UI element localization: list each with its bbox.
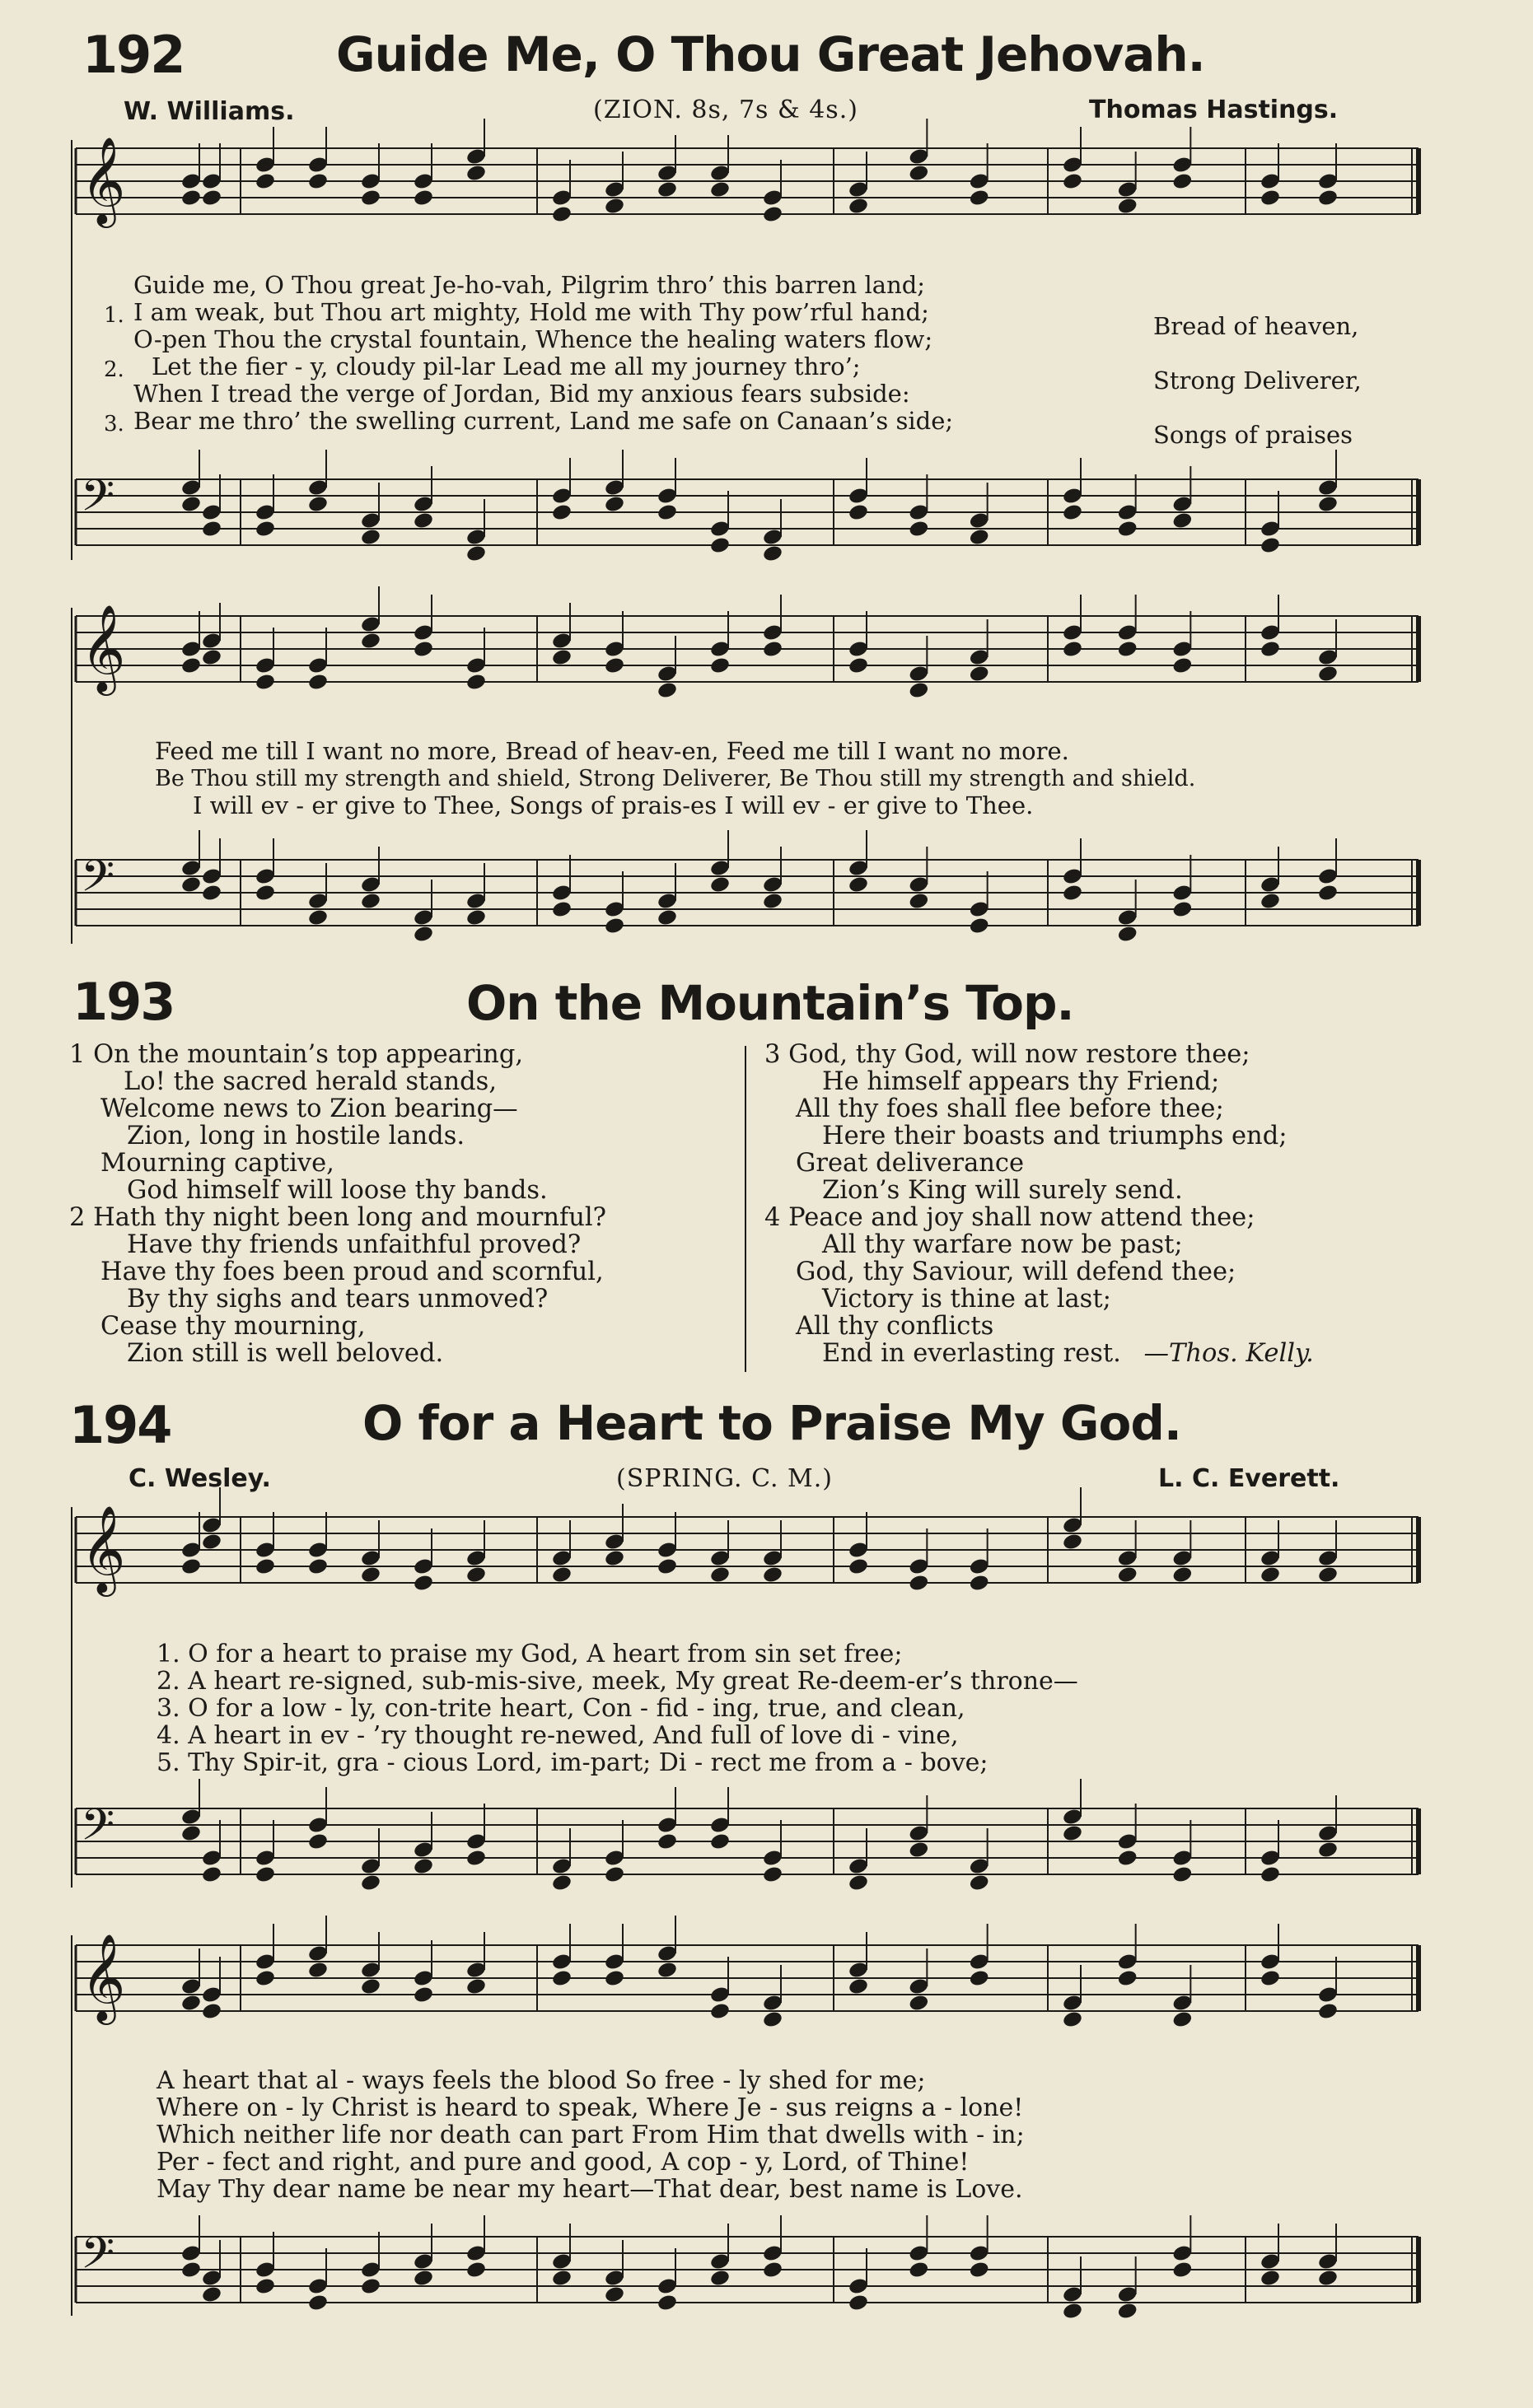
note-head	[551, 900, 573, 919]
note-head	[255, 2277, 276, 2296]
author-credit: W. Williams.	[124, 97, 295, 126]
poem-line: Great deliverance	[796, 1149, 1025, 1178]
note-head	[709, 2002, 731, 2021]
note-head	[908, 520, 929, 539]
note-head	[360, 1977, 381, 1996]
note-head	[1171, 2261, 1193, 2280]
note-head	[1062, 2010, 1083, 2029]
verse-number: 2.	[104, 357, 124, 382]
verse-number: 3.	[104, 412, 124, 436]
note-head	[413, 1574, 434, 1593]
note-head	[1171, 656, 1193, 675]
note-head	[709, 2269, 731, 2288]
note-head	[413, 189, 434, 208]
lyric-line: Strong Deliverer,	[1153, 366, 1362, 394]
lyrics-block	[157, 1640, 1078, 1776]
note-head	[762, 2010, 783, 2029]
poem-line: Cease thy mourning,	[100, 1312, 366, 1341]
poem-line: Mourning captive,	[100, 1149, 334, 1178]
hymn-title: O for a Heart to Praise My God.	[362, 1395, 1181, 1451]
treble-clef-icon: 𝄞	[81, 604, 126, 692]
staff-bass	[76, 471, 1418, 562]
poem-line: Victory is thine at last;	[822, 1285, 1111, 1314]
note-head	[1260, 892, 1281, 911]
staff-treble	[76, 1933, 1418, 2028]
note-head	[1171, 172, 1193, 191]
note-head	[180, 495, 202, 514]
hymn-title: On the Mountain’s Top.	[466, 975, 1074, 1031]
lyrics-block	[157, 2067, 1025, 2203]
note-head	[180, 656, 202, 675]
note-head	[201, 1865, 222, 1884]
lyric-line: 1. O for a heart to praise my God, A heart from sin set free;	[157, 1640, 903, 1668]
note-head	[360, 632, 381, 651]
note-head	[465, 1977, 487, 1996]
note-head	[180, 1994, 202, 2013]
note-head	[657, 1832, 678, 1851]
verse-numbers	[104, 288, 124, 451]
poem-line: He himself appears thy Friend;	[822, 1067, 1220, 1096]
note-head	[657, 908, 678, 927]
note-head	[551, 1566, 573, 1584]
note-head	[551, 2269, 573, 2288]
note-head	[848, 656, 869, 675]
note-head	[709, 656, 731, 675]
note-head	[551, 503, 573, 522]
note-head	[307, 673, 329, 692]
poem-line: Have thy friends unfaithful proved?	[127, 1230, 582, 1259]
system-bracket	[71, 1935, 72, 2316]
note-head	[1117, 640, 1138, 659]
composer-credit: Thomas Hastings.	[1089, 96, 1339, 124]
poem-line: All thy conflicts	[796, 1312, 994, 1341]
note-head	[255, 1557, 276, 1576]
note-head	[307, 1832, 329, 1851]
poem-line: Zion’s King will surely send.	[822, 1176, 1183, 1205]
note-head	[657, 180, 678, 199]
treble-clef-icon: 𝄞	[81, 136, 126, 224]
note-head	[1117, 925, 1138, 944]
poem-line: 2 Hath thy night been long and mournful?	[69, 1203, 606, 1232]
note-head	[908, 1994, 929, 2013]
note-head	[413, 1857, 434, 1876]
note-head	[969, 1969, 990, 1988]
note-head	[255, 884, 276, 903]
note-head	[1062, 1824, 1083, 1843]
note-head	[657, 503, 678, 522]
note-head	[1171, 511, 1193, 530]
note-head	[1317, 1841, 1339, 1860]
note-head	[360, 189, 381, 208]
poem-column-right	[764, 1041, 1314, 1367]
note-head	[255, 1969, 276, 1988]
note-head	[307, 1961, 329, 1980]
poem-line: Zion still is well beloved.	[127, 1339, 444, 1368]
staff-bass	[76, 1800, 1418, 1891]
note-head	[1117, 1566, 1138, 1584]
note-head	[1117, 2302, 1138, 2321]
note-head	[762, 892, 783, 911]
note-head	[360, 892, 381, 911]
note-head	[657, 2294, 678, 2312]
note-head	[465, 1849, 487, 1868]
note-head	[360, 2277, 381, 2296]
note-head	[1062, 1533, 1083, 1552]
note-head	[604, 1549, 625, 1568]
bass-clef-icon: 𝄢	[81, 471, 115, 532]
note-head	[604, 656, 625, 675]
note-head	[360, 1874, 381, 1892]
note-head	[1062, 884, 1083, 903]
note-head	[848, 1874, 869, 1892]
note-head	[413, 511, 434, 530]
note-head	[201, 884, 222, 903]
note-head	[1317, 189, 1339, 208]
note-head	[307, 1557, 329, 1576]
poem-line-text: End in everlasting rest.	[822, 1339, 1121, 1368]
note-head	[969, 917, 990, 936]
note-head	[762, 1566, 783, 1584]
note-head	[709, 1832, 731, 1851]
note-head	[1062, 640, 1083, 659]
note-head	[1317, 665, 1339, 684]
lyric-line: Feed me till I want no more, Bread of heav-en, Feed me till I want no more.	[155, 737, 1069, 765]
poem-signature: —Thos. Kelly.	[1143, 1339, 1314, 1368]
note-head	[551, 1874, 573, 1892]
note-head	[969, 189, 990, 208]
note-head	[762, 544, 783, 563]
tune-meter: (ZION. 8s, 7s & 4s.)	[593, 96, 858, 124]
note-head	[1260, 1865, 1281, 1884]
poem-line: By thy sighs and tears unmoved?	[127, 1285, 549, 1314]
note-head	[180, 875, 202, 894]
lyric-line: Bread of heaven,	[1153, 312, 1359, 340]
poem-column-left	[69, 1041, 606, 1367]
lyric-line: Where on - ly Christ is heard to speak, Where Je - sus reigns a - lone!	[157, 2093, 1024, 2122]
system-bracket	[71, 608, 72, 944]
poem-line: All thy foes shall flee before thee;	[796, 1094, 1224, 1123]
lyric-line: 3. O for a low - ly, con-trite heart, Con - fid - ing, true, and clean,	[157, 1694, 965, 1723]
treble-clef-icon: 𝄞	[81, 1933, 126, 2021]
note-head	[1317, 884, 1339, 903]
note-head	[1317, 1566, 1339, 1584]
author-credit: C. Wesley.	[129, 1464, 271, 1493]
note-head	[1117, 520, 1138, 539]
lyric-line: A heart that al - ways feels the blood So free - ly shed for me;	[157, 2066, 926, 2095]
lyric-line: 5. Thy Spir-it, gra - cious Lord, im-part; Di - rect me from a - bove;	[157, 1748, 989, 1777]
lyric-line: Let the fier - y, cloudy pil-lar Lead me all my journey thro’;	[152, 352, 861, 380]
note-head	[307, 2294, 329, 2312]
lyrics-block	[155, 738, 1195, 819]
hymn-number: 193	[72, 972, 175, 1032]
staff-treble	[76, 136, 1418, 231]
note-head	[201, 2002, 222, 2021]
lyrics-refrain	[1153, 299, 1362, 462]
hymn-number: 194	[69, 1395, 171, 1455]
note-head	[1317, 2269, 1339, 2288]
note-head	[1062, 172, 1083, 191]
note-head	[657, 1961, 678, 1980]
note-head	[360, 1566, 381, 1584]
note-head	[969, 1574, 990, 1593]
note-head	[848, 1557, 869, 1576]
note-head	[969, 1874, 990, 1892]
note-head	[180, 189, 202, 208]
note-head	[201, 1533, 222, 1552]
note-head	[1062, 2302, 1083, 2321]
note-head	[709, 1566, 731, 1584]
lyric-line: May Thy dear name be near my heart—That dear, best name is Love.	[157, 2175, 1023, 2204]
note-head	[1171, 2010, 1193, 2029]
note-head	[413, 1986, 434, 2004]
note-head	[762, 640, 783, 659]
note-head	[255, 520, 276, 539]
note-head	[413, 2269, 434, 2288]
lyric-line: 2. A heart re-signed, sub-mis-sive, meek, My great Re-deem-er’s throne—	[157, 1667, 1078, 1696]
note-head	[848, 1977, 869, 1996]
note-head	[1117, 197, 1138, 216]
note-head	[762, 2261, 783, 2280]
note-head	[413, 640, 434, 659]
lyrics-block	[133, 272, 953, 435]
note-head	[908, 681, 929, 700]
note-head	[255, 172, 276, 191]
staff-treble	[76, 1505, 1418, 1599]
lyric-line: Which neither life nor death can part From Him that dwells with - in;	[157, 2121, 1025, 2149]
note-head	[604, 1969, 625, 1988]
note-head	[1317, 495, 1339, 514]
note-head	[1260, 189, 1281, 208]
note-head	[201, 2285, 222, 2304]
note-head	[969, 2261, 990, 2280]
note-head	[848, 197, 869, 216]
lyric-line: 4. A heart in ev - ’ry thought re-newed, And full of love di - vine,	[157, 1721, 959, 1750]
poem-line: 4 Peace and joy shall now attend thee;	[764, 1203, 1255, 1232]
note-head	[201, 648, 222, 667]
note-head	[465, 164, 487, 183]
poem-line: All thy warfare now be past;	[822, 1230, 1183, 1259]
note-head	[465, 1566, 487, 1584]
hymn-title: Guide Me, O Thou Great Jehovah.	[336, 26, 1205, 82]
note-head	[1117, 1969, 1138, 1988]
lyric-line: Per - fect and right, and pure and good, A cop - y, Lord, of Thine!	[157, 2148, 970, 2177]
note-head	[307, 172, 329, 191]
hymn-number: 192	[82, 25, 185, 85]
note-head	[604, 197, 625, 216]
lyric-line: When I tread the verge of Jordan, Bid my anxious fears subside:	[133, 380, 910, 408]
note-head	[604, 1865, 625, 1884]
poem-line: Zion, long in hostile lands.	[127, 1122, 465, 1150]
note-head	[1171, 900, 1193, 919]
column-divider	[745, 1046, 746, 1372]
note-head	[201, 520, 222, 539]
bass-clef-icon: 𝄢	[81, 852, 115, 912]
note-head	[1171, 1865, 1193, 1884]
note-head	[604, 917, 625, 936]
note-head	[1260, 536, 1281, 555]
note-head	[848, 503, 869, 522]
note-head	[255, 1865, 276, 1884]
note-head	[1171, 1566, 1193, 1584]
note-head	[1260, 2269, 1281, 2288]
lyric-line: Bear me thro’ the swelling current, Land me safe on Canaan’s side;	[133, 407, 954, 435]
staff-treble	[76, 604, 1418, 698]
lyric-line: O-pen Thou the crystal fountain, Whence the healing waters flow;	[133, 325, 933, 353]
note-head	[604, 495, 625, 514]
poem-line: Welcome news to Zion bearing—	[100, 1094, 518, 1123]
poem-line: Lo! the sacred herald stands,	[124, 1067, 498, 1096]
note-head	[465, 908, 487, 927]
note-head	[762, 1865, 783, 1884]
lyric-line: I will ev - er give to Thee, Songs of prais-es I will ev - er give to Thee.	[193, 791, 1034, 819]
note-head	[969, 665, 990, 684]
note-head	[1260, 1969, 1281, 1988]
note-head	[604, 2285, 625, 2304]
note-head	[848, 875, 869, 894]
note-head	[709, 180, 731, 199]
note-head	[1117, 1849, 1138, 1868]
note-head	[709, 536, 731, 555]
tune-meter: (SPRING. C. M.)	[616, 1464, 834, 1493]
staff-bass	[76, 852, 1418, 942]
poem-line: God, thy Saviour, will defend thee;	[796, 1258, 1236, 1286]
composer-credit: L. C. Everett.	[1158, 1464, 1340, 1493]
lyric-line: Songs of praises	[1153, 421, 1353, 449]
bass-clef-icon: 𝄢	[81, 1800, 115, 1861]
lyric-line: Guide me, O Thou great Je-ho-vah, Pilgrim thro’ this barren land;	[133, 271, 926, 299]
bass-clef-icon: 𝄢	[81, 2228, 115, 2289]
staff-bass	[76, 2228, 1418, 2319]
note-head	[307, 495, 329, 514]
note-head	[551, 1969, 573, 1988]
lyric-line: I am weak, but Thou art mighty, Hold me with Thy pow’rful hand;	[133, 298, 929, 326]
system-bracket	[71, 140, 72, 560]
note-head	[201, 189, 222, 208]
note-head	[180, 2261, 202, 2280]
note-head	[255, 673, 276, 692]
note-head	[657, 681, 678, 700]
verse-number: 1.	[104, 303, 124, 328]
note-head	[908, 2261, 929, 2280]
poem-line	[764, 1340, 1314, 1367]
note-head	[762, 205, 783, 224]
note-head	[180, 1824, 202, 1843]
note-head	[1062, 503, 1083, 522]
note-head	[1260, 1566, 1281, 1584]
note-head	[848, 2294, 869, 2312]
note-head	[969, 528, 990, 547]
note-head	[908, 1574, 929, 1593]
note-head	[307, 908, 329, 927]
note-head	[413, 925, 434, 944]
note-head	[180, 1557, 202, 1576]
lyric-line: Be Thou still my strength and shield, Strong Deliverer, Be Thou still my strength and shield.	[155, 766, 1196, 791]
note-head	[551, 648, 573, 667]
note-head	[1317, 2002, 1339, 2021]
note-head	[551, 205, 573, 224]
note-head	[657, 1557, 678, 1576]
note-head	[465, 673, 487, 692]
note-head	[1260, 640, 1281, 659]
note-head	[908, 892, 929, 911]
note-head	[465, 2261, 487, 2280]
poem-line: Here their boasts and triumphs end;	[822, 1122, 1288, 1150]
note-head	[908, 164, 929, 183]
note-head	[360, 528, 381, 547]
note-head	[709, 875, 731, 894]
treble-clef-icon: 𝄞	[81, 1505, 126, 1593]
note-head	[908, 1841, 929, 1860]
poem-line: Have thy foes been proud and scornful,	[100, 1258, 604, 1286]
note-head	[465, 544, 487, 563]
poem-line: God himself will loose thy bands.	[127, 1176, 548, 1205]
poem-line: 1 On the mountain’s top appearing,	[69, 1040, 524, 1069]
poem-line: 3 God, thy God, will now restore thee;	[764, 1040, 1250, 1069]
system-bracket	[71, 1507, 72, 1888]
